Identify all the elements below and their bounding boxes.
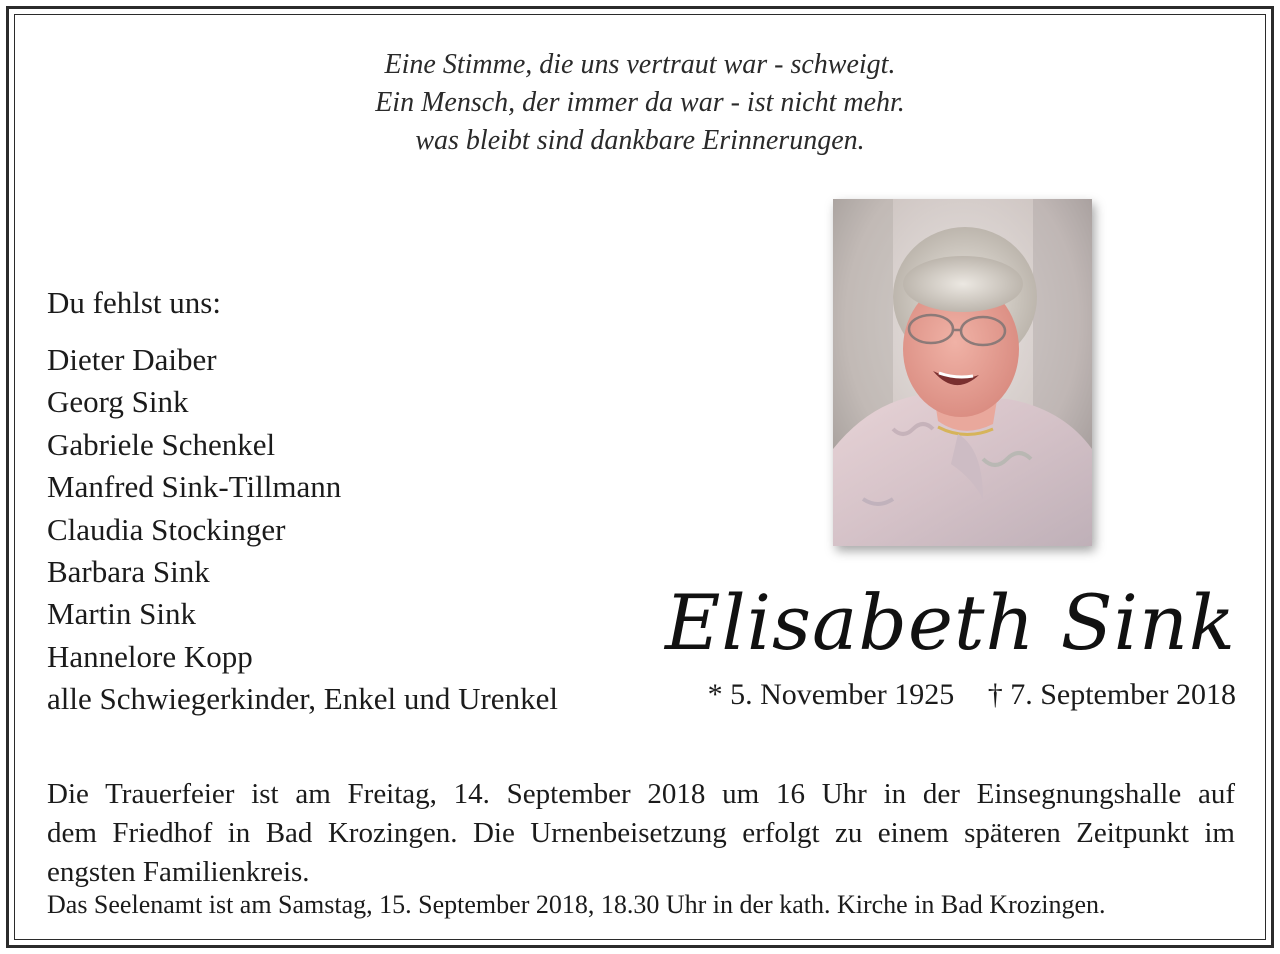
mourner-name: Dieter Daiber xyxy=(47,342,217,377)
announcement-line: Die Trauerfeier ist am Freitag, 14. September 2018 um 16 Uhr in der Einsegnungshalle auf xyxy=(47,778,1235,810)
deceased-name: Elisabeth Sink xyxy=(664,578,1236,667)
mourner-name: Gabriele Schenkel xyxy=(47,426,276,462)
verse-line: Eine Stimme, die uns vertraut war - schweigt. xyxy=(384,49,896,80)
announcement-line: dem Friedhof in Bad Krozingen. Die Urnenbeisetzung erfolgt zu einem späteren Zeitpunkt im xyxy=(47,817,1235,849)
verse-line: was bleibt sind dankbare Erinnerungen. xyxy=(415,125,865,156)
portrait-photo-icon xyxy=(833,199,1092,546)
death-date: † 7. September 2018 xyxy=(987,678,1236,711)
life-dates xyxy=(708,676,1236,714)
mourner-name: Martin Sink xyxy=(47,596,196,632)
funeral-announcement xyxy=(47,775,1235,892)
mourners-list xyxy=(47,339,558,721)
requiem-mass-notice: Das Seelenamt ist am Samstag, 15. September 2018, 18.30 Uhr in der kath. Kirche in Bad Krozingen. xyxy=(47,890,1106,919)
mourner-name: Barbara Sink xyxy=(47,554,210,590)
mourner-name: Hannelore Kopp xyxy=(47,638,253,674)
announcement-line: engsten Familienkreis. xyxy=(47,856,310,888)
mourner-name: Claudia Stockinger xyxy=(47,511,286,547)
mourner-name: Georg Sink xyxy=(47,384,189,420)
mourners-intro: Du fehlst uns: xyxy=(47,285,221,320)
birth-date: * 5. November 1925 xyxy=(707,678,955,711)
mourner-name: alle Schwiegerkinder, Enkel und Urenkel xyxy=(47,681,558,717)
mourner-name: Manfred Sink-Tillmann xyxy=(47,469,342,505)
memorial-verse xyxy=(0,46,1280,160)
verse-line: Ein Mensch, der immer da war - ist nicht mehr. xyxy=(375,87,905,118)
portrait-photo xyxy=(833,199,1092,546)
